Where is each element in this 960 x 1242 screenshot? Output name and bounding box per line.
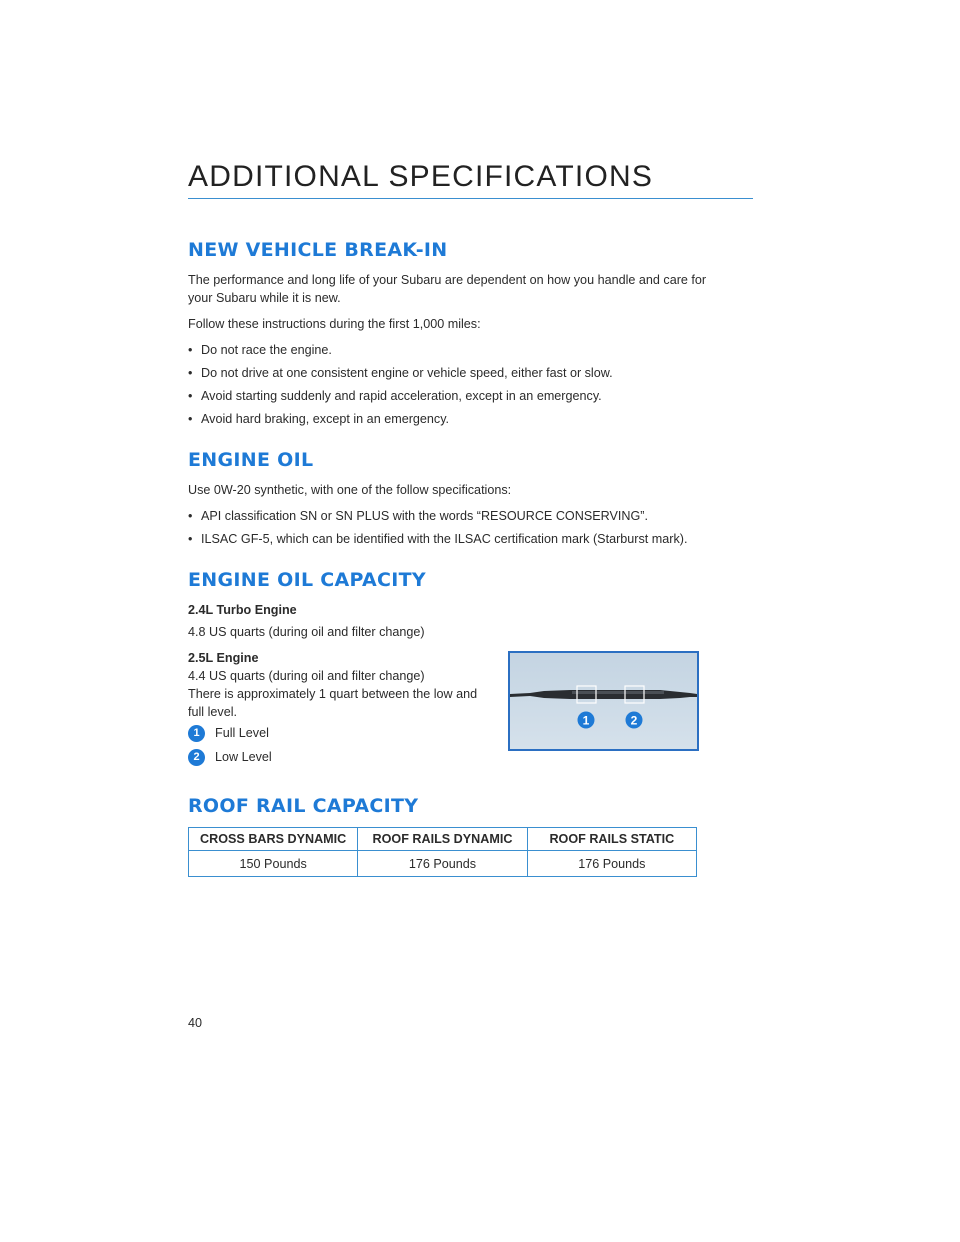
- callout-full-icon: 1: [582, 713, 590, 728]
- list-item: • Avoid starting suddenly and rapid acceleration, except in an emergency.: [188, 387, 708, 405]
- list-item: • Do not race the engine.: [188, 341, 708, 359]
- engine-oil-list: [188, 507, 708, 548]
- table-header-cell: ROOF RAILS DYNAMIC: [358, 828, 527, 851]
- capacity-note: There is approximately 1 quart between the low and full level.: [188, 687, 478, 719]
- dipstick-illustration: [510, 653, 697, 749]
- page-number: 40: [188, 1016, 203, 1030]
- table-header-row: [189, 828, 697, 851]
- std-engine-value: 4.4 US quarts (during oil and filter change): [188, 669, 425, 683]
- table-cell: 176 Pounds: [358, 851, 527, 877]
- oil-capacity-heading: ENGINE OIL CAPACITY: [188, 569, 426, 591]
- turbo-engine-value: 4.8 US quarts (during oil and filter change): [188, 625, 425, 639]
- list-item: • Do not drive at one consistent engine or vehicle speed, either fast or slow.: [188, 364, 708, 382]
- roof-rail-section: [188, 794, 697, 877]
- header-divider: [188, 198, 753, 199]
- page-header: [188, 158, 753, 199]
- table-header-cell: ROOF RAILS STATIC: [527, 828, 696, 851]
- roof-rail-heading: ROOF RAIL CAPACITY: [188, 795, 419, 817]
- break-in-section: [188, 238, 708, 428]
- legend-item-full: [188, 723, 488, 743]
- numbered-callout-icon: 1: [188, 725, 205, 742]
- roof-rail-table: [188, 827, 697, 877]
- list-item: • Avoid hard braking, except in an emergency.: [188, 410, 708, 428]
- legend-label: Full Level: [215, 726, 269, 740]
- legend-item-low: [188, 747, 488, 767]
- break-in-intro: The performance and long life of your Subaru are dependent on how you handle and care for your Subaru while it is new.: [188, 273, 707, 305]
- table-cell: 150 Pounds: [189, 851, 358, 877]
- break-in-list: [188, 341, 708, 428]
- list-item: • API classification SN or SN PLUS with the words “RESOURCE CONSERVING”.: [188, 507, 708, 525]
- oil-capacity-section: [188, 568, 488, 767]
- dipstick-photo: [508, 651, 699, 751]
- list-item: • ILSAC GF-5, which can be identified with the ILSAC certification mark (Starburst mark).: [188, 530, 708, 548]
- page-title: ADDITIONAL SPECIFICATIONS: [188, 160, 654, 193]
- table-row: [189, 851, 697, 877]
- callout-low-icon: 2: [630, 713, 638, 728]
- table-cell: 176 Pounds: [527, 851, 696, 877]
- engine-oil-section: [188, 448, 708, 548]
- numbered-callout-icon: 2: [188, 749, 205, 766]
- std-engine-label: 2.5L Engine: [188, 651, 259, 665]
- turbo-engine-label: 2.4L Turbo Engine: [188, 603, 297, 617]
- engine-oil-intro: Use 0W-20 synthetic, with one of the follow specifications:: [188, 483, 512, 497]
- table-header-cell: CROSS BARS DYNAMIC: [189, 828, 358, 851]
- legend-label: Low Level: [215, 750, 272, 764]
- break-in-instruction: Follow these instructions during the first 1,000 miles:: [188, 317, 481, 331]
- engine-oil-heading: ENGINE OIL: [188, 449, 314, 471]
- break-in-heading: NEW VEHICLE BREAK-IN: [188, 239, 448, 261]
